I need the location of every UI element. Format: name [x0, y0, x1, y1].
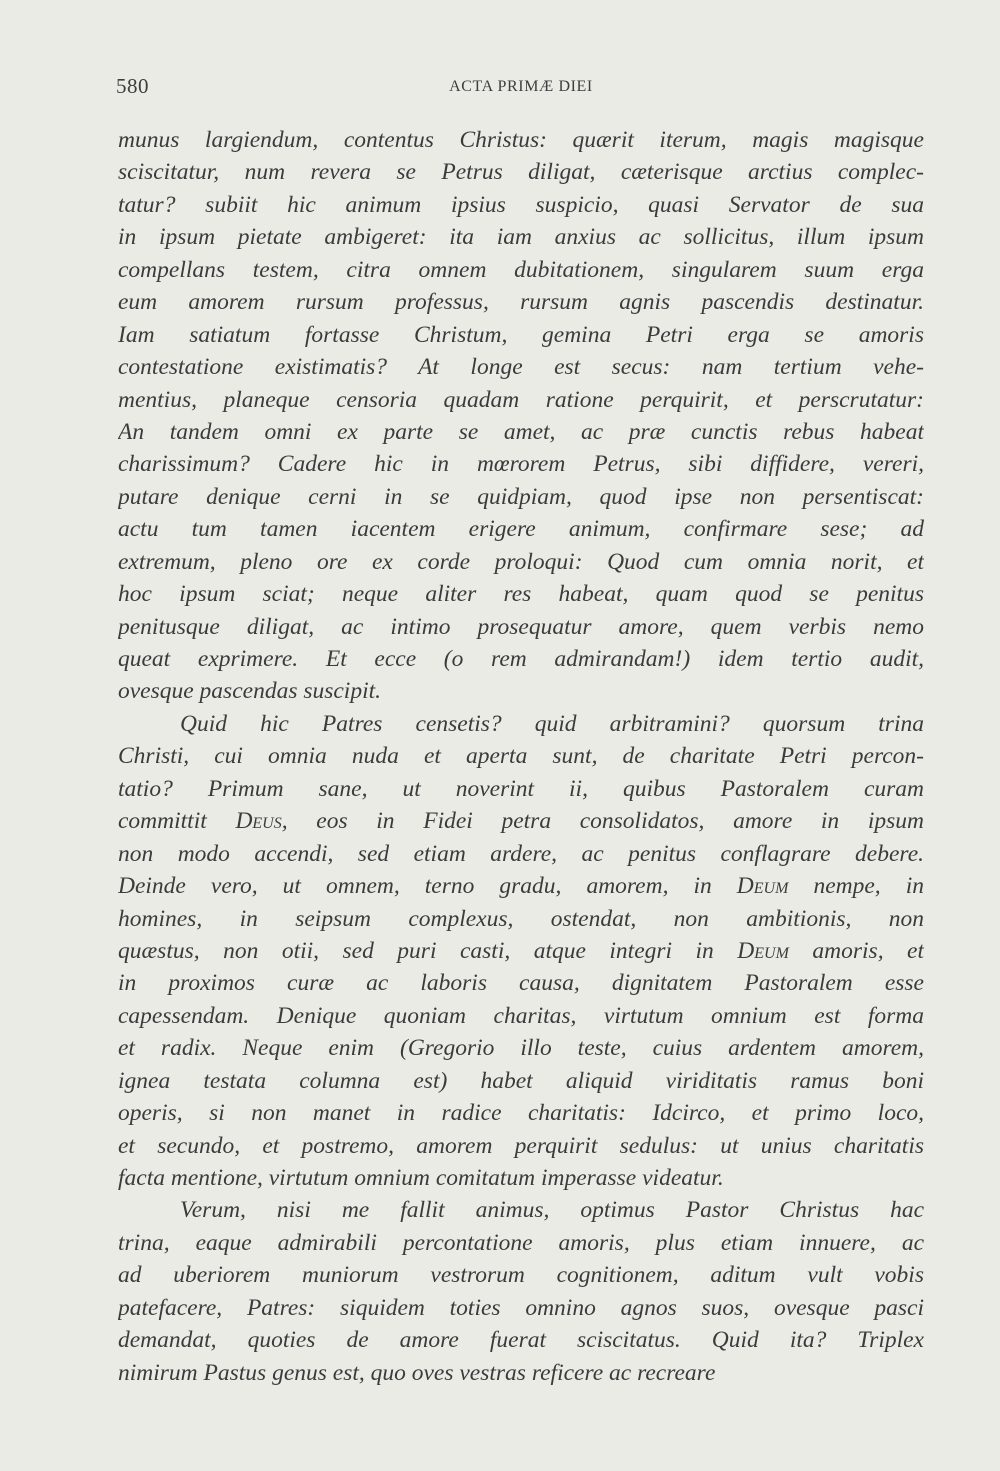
paragraph	[118, 124, 924, 708]
text-line: homines, in seipsum complexus, ostendat, non ambitionis, non	[118, 905, 924, 932]
text-line: Iam satiatum fortasse Christum, gemina Petri erga se amoris	[118, 321, 924, 348]
text-line: queat exprimere. Et ecce (o rem admirandam!) idem tertio audit,	[118, 646, 924, 672]
text-line: actu tum tamen iacentem erigere animum, confirmare sese; ad	[118, 516, 924, 543]
text-line: munus largiendum, contentus Christus: quærit iterum, magis magisque	[118, 127, 924, 153]
paragraph	[118, 1194, 924, 1389]
running-head: ACTA PRIMÆ DIEI	[449, 78, 593, 95]
text-line: in proximos curæ ac laboris causa, dignitatem Pastoralem esse	[118, 970, 924, 997]
text-line: mentius, planeque censoria quadam ratione perquirit, et perscrutatur:	[118, 386, 924, 413]
text-line: eum amorem rursum professus, rursum agnis pascendis destinatur.	[118, 289, 924, 316]
text-line: patefacere, Patres: siquidem toties omnino agnos suos, ovesque pasci	[118, 1294, 924, 1321]
text-line: An tandem omni ex parte se amet, ac præ cunctis rebus habeat	[118, 418, 924, 445]
text-line: tatio? Primum sane, ut noverint ii, quibus Pastoralem curam	[118, 775, 924, 802]
text-line: putare denique cerni in se quidpiam, quod ipse non persentiscat:	[118, 483, 924, 510]
text-line: et secundo, et postremo, amorem perquirit sedulus: ut unius charitatis	[118, 1132, 924, 1159]
text-line: Deinde vero, ut omnem, terno gradu, amorem, in Deum nempe, in	[118, 873, 924, 900]
text-line: compellans testem, citra omnem dubitationem, singularem suum erga	[118, 256, 924, 283]
text-line: sciscitatur, num revera se Petrus diligat, cæterisque arctius complec-	[118, 159, 924, 186]
text-line: ovesque pascendas suscipit.	[118, 678, 382, 705]
text-line: quæstus, non otii, sed puri casti, atque integri in Deum amoris, et	[118, 937, 924, 964]
page-header	[116, 72, 926, 104]
body-text	[118, 124, 924, 1389]
text-line: capessendam. Denique quoniam charitas, virtutum omnium est forma	[118, 1002, 924, 1029]
text-line: et radix. Neque enim (Gregorio illo teste, cuius ardentem amorem,	[118, 1035, 924, 1062]
text-line: ad uberiorem muniorum vestrorum cognitionem, aditum vult vobis	[118, 1262, 924, 1289]
text-line: committit Deus, eos in Fidei petra consolidatos, amore in ipsum	[118, 808, 924, 835]
text-line: in ipsum pietate ambigeret: ita iam anxius ac sollicitus, illum ipsum	[118, 224, 924, 251]
text-line: nimirum Pastus genus est, quo oves vestras reficere ac recreare	[118, 1359, 716, 1386]
text-line: demandat, quoties de amore fuerat sciscitatus. Quid ita? Triplex	[118, 1327, 924, 1354]
text-line: facta mentione, virtutum omnium comitatum imperasse videatur.	[118, 1165, 724, 1191]
paragraph	[118, 708, 924, 1195]
text-line: trina, eaque admirabili percontatione amoris, plus etiam innuere, ac	[118, 1229, 924, 1256]
text-line: contestatione existimatis? At longe est secus: nam tertium vehe-	[118, 354, 924, 381]
text-line: charissimum? Cadere hic in mœrorem Petrus, sibi diffidere, vereri,	[118, 451, 924, 478]
text-line: Verum, nisi me fallit animus, optimus Pastor Christus hac	[180, 1197, 924, 1224]
text-line: Quid hic Patres censetis? quid arbitramini? quorsum trina	[180, 710, 924, 737]
text-line: Christi, cui omnia nuda et aperta sunt, de charitate Petri percon-	[118, 743, 924, 770]
text-line: non modo accendi, sed etiam ardere, ac penitus conflagrare debere.	[118, 840, 924, 867]
page-number: 580	[116, 74, 149, 98]
text-line: ignea testata columna est) habet aliquid viriditatis ramus boni	[118, 1067, 924, 1094]
text-line: penitusque diligat, ac intimo prosequatur amore, quem verbis nemo	[118, 613, 924, 640]
text-line: hoc ipsum sciat; neque aliter res habeat, quam quod se penitus	[118, 581, 924, 608]
text-line: tatur? subiit hic animum ipsius suspicio, quasi Servator de sua	[118, 191, 924, 218]
text-line: extremum, pleno ore ex corde proloqui: Quod cum omnia norit, et	[118, 548, 924, 575]
text-line: operis, si non manet in radice charitatis: Idcirco, et primo loco,	[118, 1100, 924, 1127]
